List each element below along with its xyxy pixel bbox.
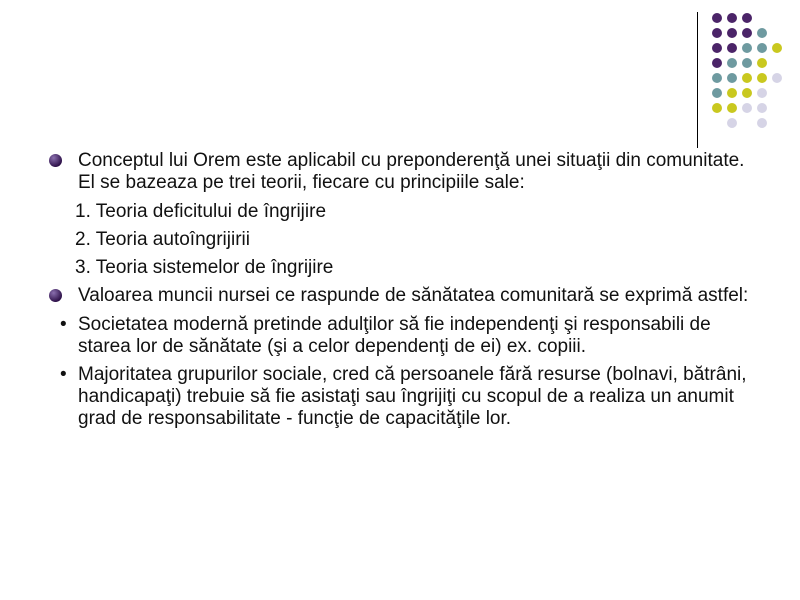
decorative-dot — [742, 73, 752, 83]
decorative-dot — [727, 28, 737, 38]
decorative-dot — [727, 58, 737, 68]
bullet-sphere-icon — [48, 288, 63, 303]
bullet-paragraph — [0, 150, 800, 194]
decorative-dot — [727, 73, 737, 83]
decorative-dot — [742, 13, 752, 23]
decorative-dot — [757, 43, 767, 53]
decorative-dot — [757, 28, 767, 38]
decorative-dot — [712, 58, 722, 68]
decorative-vertical-line — [697, 12, 698, 148]
decorative-dot — [727, 88, 737, 98]
decorative-dot — [712, 103, 722, 113]
sub-bullet-item — [0, 314, 800, 358]
sub-bullet-marker: • — [60, 314, 67, 335]
decorative-dot — [742, 43, 752, 53]
decorative-dot — [772, 73, 782, 83]
decorative-dot — [772, 43, 782, 53]
bullet-paragraph — [0, 285, 800, 307]
theory-item: 3. Teoria sistemelor de îngrijire — [75, 257, 334, 278]
decorative-dot — [712, 13, 722, 23]
bullet-sphere-icon — [48, 153, 63, 168]
decorative-dot — [742, 58, 752, 68]
theory-item: 1. Teoria deficitului de îngrijire — [75, 201, 327, 222]
decorative-dot — [757, 103, 767, 113]
paragraph-text: Conceptul lui Orem este aplicabil cu preponderenţă unei situaţii din comunitate. El se bazeaza pe trei teorii, fiecare cu principiile sale: — [78, 150, 745, 193]
decorative-dot — [712, 28, 722, 38]
sub-bullet-text: Societatea modernă pretinde adulţilor să fie independenţi şi responsabili de starea lor de sănătate (şi a celor dependenţi de ei) ex. copiii. — [78, 314, 711, 357]
decorative-dot — [742, 88, 752, 98]
sub-bullet-text: Majoritatea grupurilor sociale, cred că persoanele fără resurse (bolnavi, bătrâni, handicapaţi) trebuie să fie asistaţi sau îngrijiţi cu scopul de a realiza un anumit grad de responsabilitate - funcţie de capacităţile lor. — [78, 364, 747, 429]
decorative-dot — [727, 103, 737, 113]
slide-body — [0, 150, 800, 436]
decorative-dot — [757, 88, 767, 98]
sub-bullet-item — [0, 364, 800, 430]
decorative-dot — [712, 73, 722, 83]
decorative-dot — [727, 118, 737, 128]
decorative-dot — [742, 103, 752, 113]
decorative-dot — [712, 88, 722, 98]
decorative-dot-grid — [708, 12, 792, 132]
decorative-dot — [727, 13, 737, 23]
theory-item: 2. Teoria autoîngrijirii — [75, 229, 250, 250]
sub-bullet-marker: • — [60, 364, 67, 385]
decorative-dot — [742, 28, 752, 38]
decorative-dot — [757, 118, 767, 128]
decorative-dot — [712, 43, 722, 53]
paragraph-text: Valoarea muncii nursei ce raspunde de sănătatea comunitară se exprimă astfel: — [78, 285, 749, 306]
decorative-dot — [757, 58, 767, 68]
decorative-dot — [727, 43, 737, 53]
decorative-dot — [757, 73, 767, 83]
